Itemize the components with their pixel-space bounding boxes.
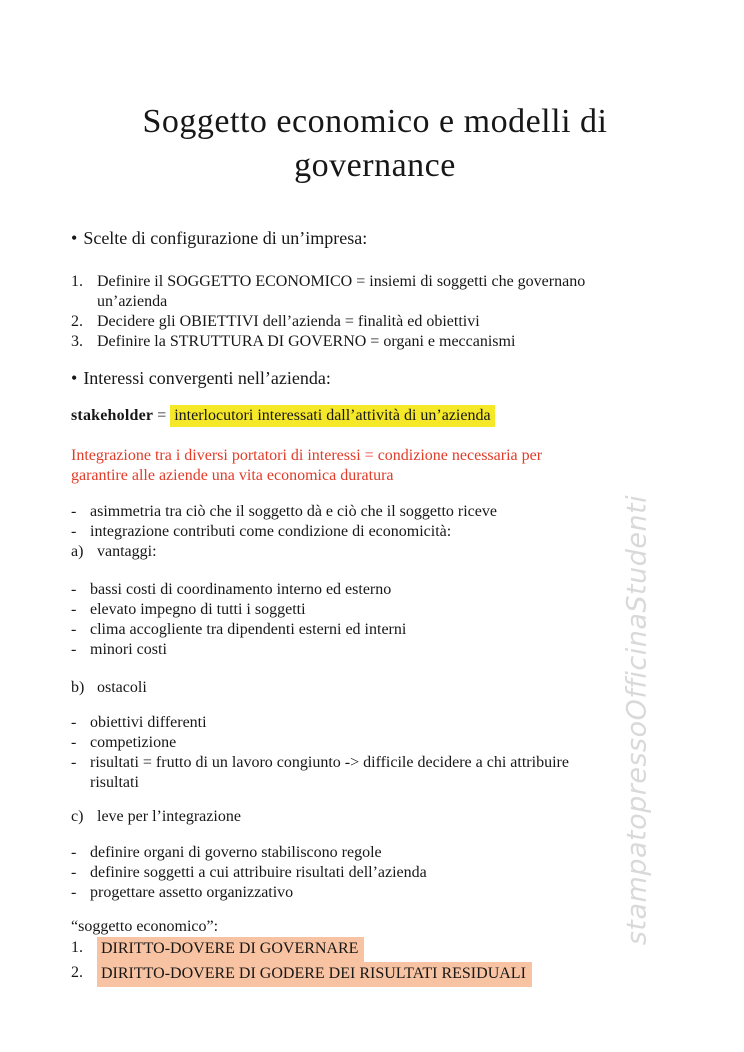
bullet-icon: • — [71, 228, 78, 248]
list-item: - integrazione contributi come condizione di economicità: — [71, 523, 452, 540]
stakeholder-definition — [71, 404, 679, 428]
dash-list-levers — [71, 843, 679, 903]
section-label-a: a) vantaggi: — [71, 543, 157, 560]
list-item: - progettare assetto organizzativo — [71, 884, 294, 901]
list-item: - asimmetria tra ciò che il soggetto dà e ciò che il soggetto riceve — [71, 503, 497, 520]
red-note-line1: Integrazione tra i diversi portatori di interessi = condizione necessaria per — [71, 447, 543, 464]
list-item: - bassi costi di coordinamento interno ed esterno — [71, 581, 392, 598]
dash-marker: - — [71, 864, 77, 881]
section-label-b: b) ostacoli — [71, 679, 147, 696]
dash-marker: - — [71, 734, 77, 751]
dash-marker: - — [71, 601, 77, 618]
footer-intro: “soggetto economico”: — [71, 918, 219, 935]
section-label-c: c) leve per l’integrazione — [71, 808, 241, 825]
list-item: - definire soggetti a cui attribuire risultati dell’azienda — [71, 864, 427, 881]
red-note-line2: garantire alle aziende una vita economica duratura — [71, 467, 394, 484]
section-heading-interessi-label: Interessi convergenti nell’azienda: — [83, 368, 331, 388]
page-title — [71, 100, 679, 188]
list-item: 1. Definire il SOGGETTO ECONOMICO = insiemi di soggetti che governano — [71, 273, 586, 290]
bullet-icon: • — [71, 368, 78, 388]
list-item: - definire organi di governo stabiliscono regole — [71, 844, 382, 861]
dash-marker: - — [71, 641, 77, 658]
section-heading-interessi — [71, 366, 679, 390]
dash-list-integration — [71, 502, 679, 562]
list-item — [71, 937, 679, 962]
list-item: - obiettivi differenti — [71, 714, 207, 731]
numbered-list-choices — [71, 272, 679, 352]
dash-marker: - — [71, 884, 77, 901]
list-number: 1. — [71, 939, 83, 956]
dash-marker: - — [71, 621, 77, 638]
highlighted-definition: interlocutori interessati dall’attività di un’azienda — [170, 405, 494, 427]
dash-marker: - — [71, 844, 77, 861]
list-number: 2. — [71, 964, 83, 981]
dash-list-advantages — [71, 580, 679, 660]
list-item-wrap: risultati — [90, 774, 139, 791]
list-item: - elevato impegno di tutti i soggetti — [71, 601, 306, 618]
list-number: 3. — [71, 333, 83, 350]
dash-list-obstacles — [71, 713, 679, 793]
dash-marker: - — [71, 714, 77, 731]
equals-sign: = — [157, 407, 167, 424]
section-heading-scelte-label: Scelte di configurazione di un’impresa: — [83, 228, 368, 248]
list-item: - clima accogliente tra dipendenti esterni ed interni — [71, 621, 407, 638]
list-item: - minori costi — [71, 641, 167, 658]
dash-marker: - — [71, 754, 77, 771]
list-number: 1. — [71, 273, 83, 290]
dash-marker: - — [71, 523, 77, 540]
dash-marker: - — [71, 581, 77, 598]
highlighted-right-2: DIRITTO-DOVERE DI GODERE DEI RISULTATI RESIDUALI — [97, 962, 532, 987]
list-item — [71, 962, 679, 987]
page-title-line2: governance — [294, 147, 456, 184]
soggetto-economico-definition — [71, 917, 679, 987]
highlighted-right-1: DIRITTO-DOVERE DI GOVERNARE — [97, 937, 364, 962]
stakeholder-term: stakeholder — [71, 407, 154, 424]
page-title-line1: Soggetto economico e modelli di — [142, 103, 608, 140]
list-number: 2. — [71, 313, 83, 330]
section-letter: c) — [71, 808, 84, 825]
list-item: 2. Decidere gli OBIETTIVI dell’azienda = finalità ed obiettivi — [71, 313, 480, 330]
section-letter: a) — [71, 543, 84, 560]
list-item: 3. Definire la STRUTTURA DI GOVERNO = organi e meccanismi — [71, 333, 516, 350]
watermark: stampatopressoOfficinaStudenti — [621, 494, 653, 946]
dash-marker: - — [71, 503, 77, 520]
section-heading-scelte — [71, 226, 679, 250]
page-content — [71, 0, 679, 987]
list-item-wrap: un’azienda — [97, 293, 168, 310]
section-letter: b) — [71, 679, 85, 696]
list-item: - risultati = frutto di un lavoro congiunto -> difficile decidere a chi attribuire — [71, 754, 569, 771]
red-note — [71, 446, 679, 486]
list-item: - competizione — [71, 734, 177, 751]
